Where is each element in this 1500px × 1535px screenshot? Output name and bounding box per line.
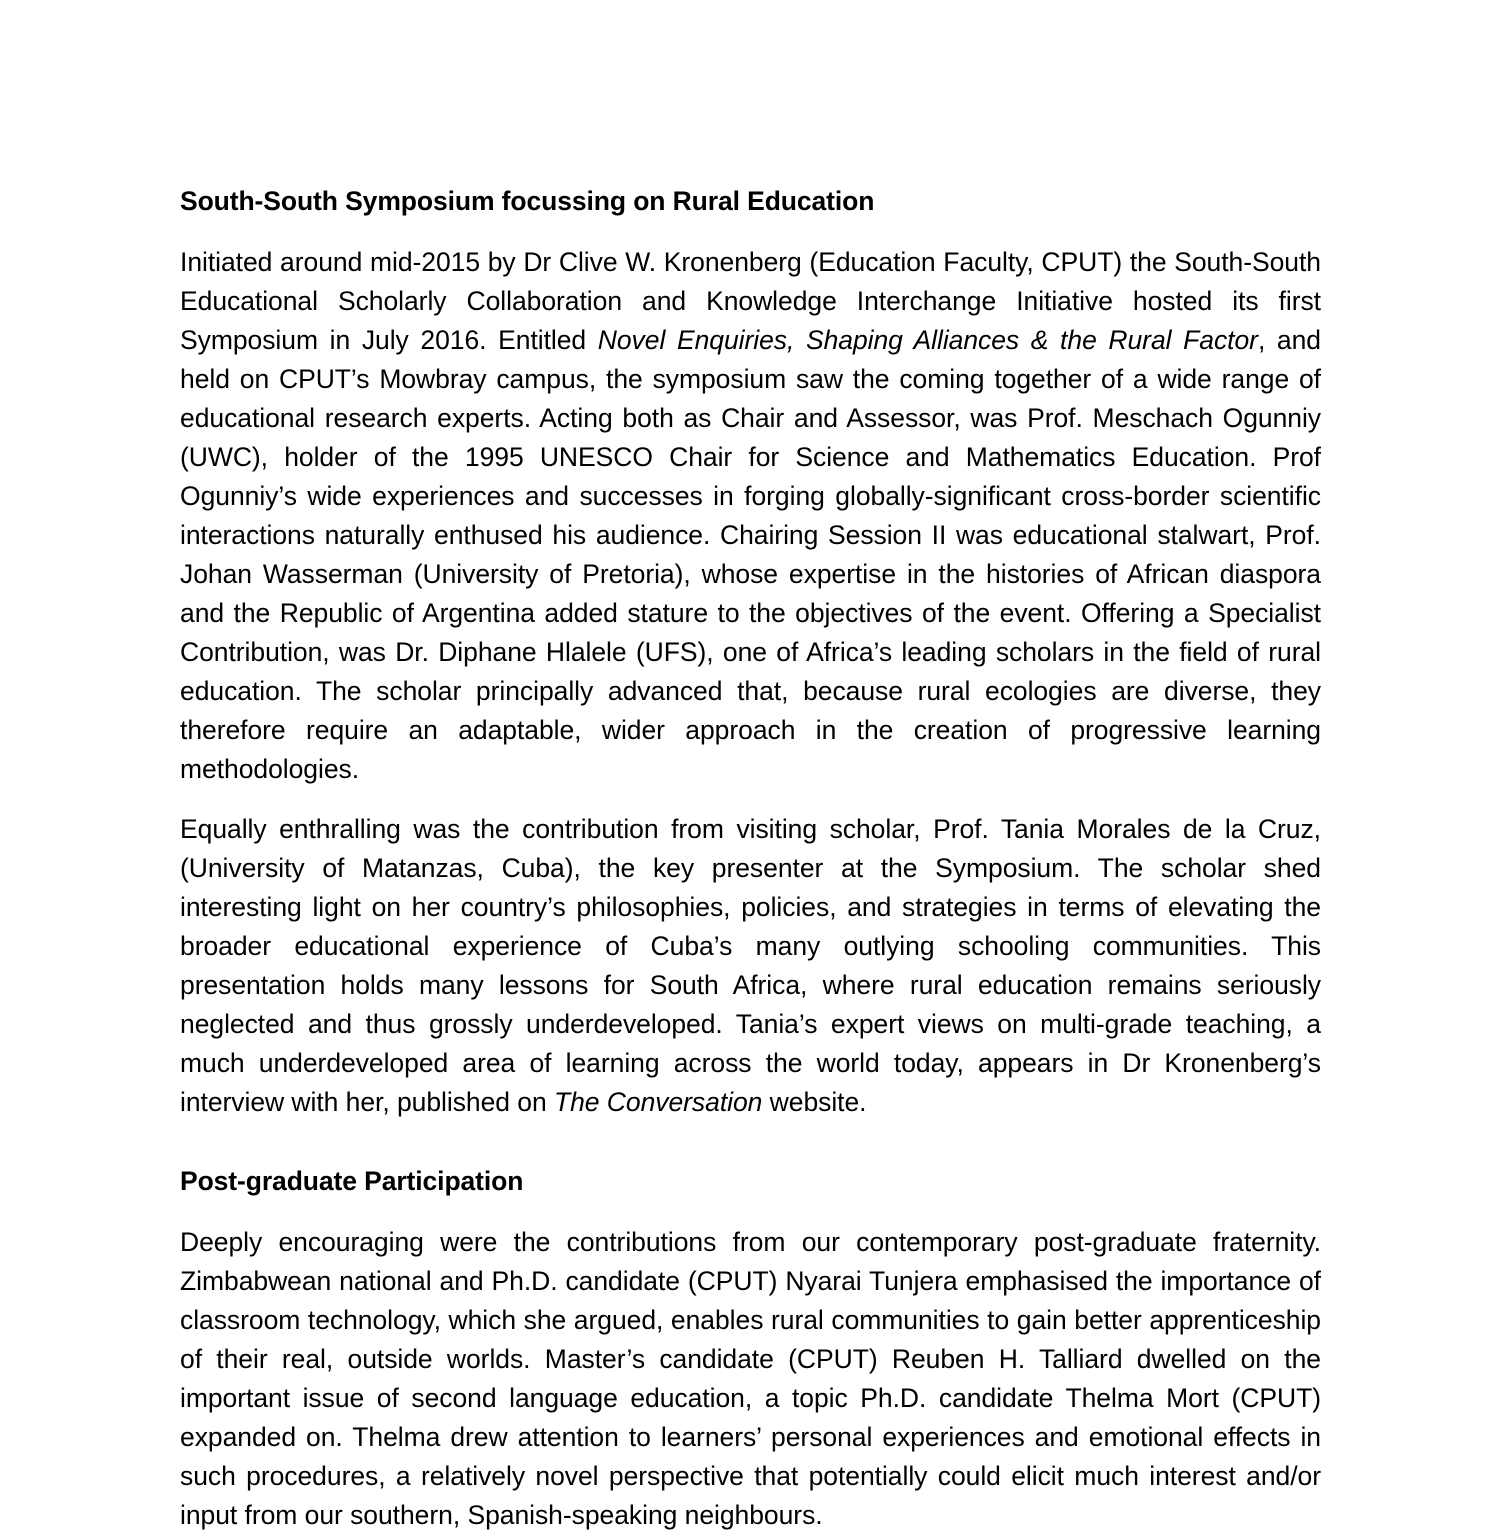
text-run: website. <box>762 1087 867 1117</box>
text-run: Initiated around mid-2015 by Dr Clive W. Kronenberg (Education Faculty, CPUT) the South-South Educational Scholarly Collaboration and Knowledge Interchange Initiative hosted its first Symposium in July 2016. Entitled <box>180 247 1321 355</box>
paragraph-visiting-scholar <box>180 810 1321 1122</box>
text-run: Equally enthralling was the contribution from visiting scholar, Prof. Tania Morales de la Cruz, (University of Matanzas, Cuba), the key presenter at the Symposium. The scholar shed interesting light on her country’s philosophies, policies, and strategies in terms of elevating the broader educational experience of Cuba’s many outlying schooling communities. This presentation holds many lessons for South Africa, where rural education remains seriously neglected and thus grossly underdeveloped. Tania’s expert views on multi-grade teaching, a much underdeveloped area of learning across the world today, appears in Dr Kronenberg’s interview with her, published on <box>180 814 1321 1117</box>
section-heading-post-graduate-participation: Post-graduate Participation <box>180 1166 524 1196</box>
paragraph-post-graduate-contributions <box>180 1223 1321 1535</box>
text-run-italic-publication-name: The Conversation <box>553 1087 763 1117</box>
section-heading-south-south-symposium: South-South Symposium focussing on Rural Education <box>180 186 875 216</box>
text-run: Deeply encouraging were the contributions from our contemporary post-graduate fraternity. Zimbabwean national and Ph.D. candidate (CPUT) Nyarai Tunjera emphasised the importance of classroom technology, which she argued, enables rural communities to gain better apprenticeship of their real, outside worlds. Master’s candidate (CPUT) Reuben H. Talliard dwelled on the important issue of second language education, a topic Ph.D. candidate Thelma Mort (CPUT) expanded on. Thelma drew attention to learners’ personal experiences and emotional effects in such procedures, a relatively novel perspective that potentially could elicit much interest and/or input from our southern, Spanish-speaking neighbours. <box>180 1227 1321 1530</box>
text-run: , and held on CPUT’s Mowbray campus, the symposium saw the coming together of a wide range of educational research experts. Acting both as Chair and Assessor, was Prof. Meschach Ogunniy (UWC), holder of the 1995 UNESCO Chair for Science and Mathematics Education. Prof Ogunniy’s wide experiences and successes in forging globally-significant cross-border scientific interactions naturally enthused his audience. Chairing Session II was educational stalwart, Prof. Johan Wasserman (University of Pretoria), whose expertise in the histories of African diaspora and the Republic of Argentina added stature to the objectives of the event. Offering a Specialist Contribution, was Dr. Diphane Hlalele (UFS), one of Africa’s leading scholars in the field of rural education. The scholar principally advanced that, because rural ecologies are diverse, they therefore require an adaptable, wider approach in the creation of progressive learning methodologies. <box>180 325 1321 784</box>
paragraph-symposium-overview <box>180 243 1321 789</box>
text-run-italic-symposium-title: Novel Enquiries, Shaping Alliances & the Rural Factor <box>597 325 1258 355</box>
document-body <box>180 182 1321 1535</box>
